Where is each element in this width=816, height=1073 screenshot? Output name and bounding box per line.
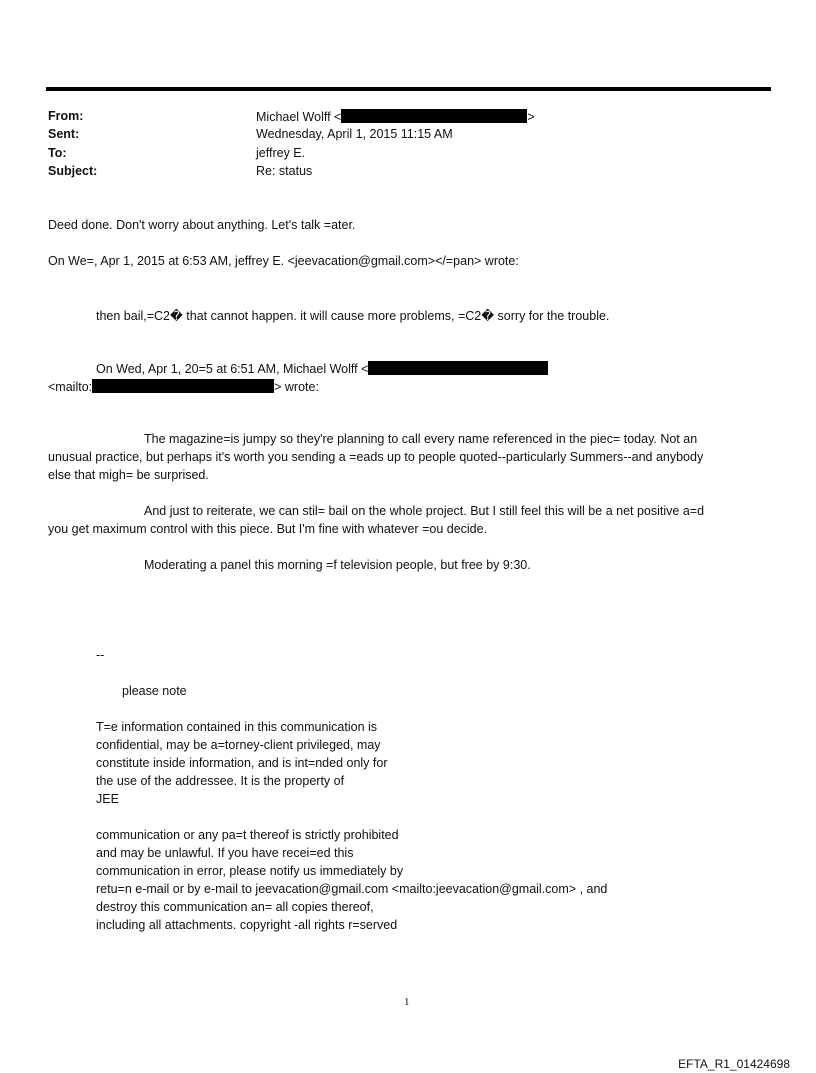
quote2-header-line1 bbox=[96, 361, 548, 376]
disclaimer-line: constitute inside information, and is int=nded only for bbox=[96, 756, 388, 770]
quote2-header-a: On Wed, Apr 1, 20=5 at 6:51 AM, Michael Wolff < bbox=[96, 362, 369, 376]
sent-label: Sent: bbox=[48, 127, 80, 141]
disclaimer-line: and may be unlawful. If you have recei=ed this bbox=[96, 846, 354, 860]
quote2-header-line2 bbox=[48, 379, 319, 394]
to-label: To: bbox=[48, 146, 67, 160]
paragraph-1-line-3: else that migh= be surprised. bbox=[48, 468, 209, 482]
document-id: EFTA_R1_01424698 bbox=[678, 1057, 790, 1071]
disclaimer-line: T=e information contained in this communication is bbox=[96, 720, 378, 734]
disclaimer-line: communication or any pa=t thereof is strictly prohibited bbox=[96, 828, 399, 842]
disclaimer-line: JEE bbox=[96, 792, 119, 806]
disclaimer-block-1 bbox=[96, 718, 388, 808]
wrote-suffix: > wrote: bbox=[274, 380, 319, 394]
header-rule bbox=[46, 87, 771, 91]
redaction-bar bbox=[341, 109, 527, 123]
disclaimer-line: retu=n e-mail or by e-mail to jeevacation@gmail.com <mailto:jeevacation@gmail.com> , and bbox=[96, 882, 608, 896]
reply-text: Deed done. Don't worry about anything. Let's talk =ater. bbox=[48, 218, 356, 232]
subject-label: Subject: bbox=[48, 164, 98, 178]
from-close: > bbox=[527, 110, 535, 124]
redaction-bar bbox=[368, 361, 548, 375]
paragraph-2-line-1: And just to reiterate, we can stil= bail on the whole project. But I still feel this will be a net positive a=d bbox=[144, 504, 705, 518]
signature-dashes: -- bbox=[96, 648, 105, 662]
disclaimer-line: confidential, may be a=torney-client privileged, may bbox=[96, 738, 381, 752]
from-value bbox=[256, 109, 535, 124]
disclaimer-line: communication in error, please notify us immediately by bbox=[96, 864, 404, 878]
to-value: jeffrey E. bbox=[256, 146, 306, 160]
disclaimer-line: including all attachments. copyright -all rights r=served bbox=[96, 918, 398, 932]
from-name: Michael Wolff < bbox=[256, 110, 342, 124]
quote1-header: On We=, Apr 1, 2015 at 6:53 AM, jeffrey E. <jeevacation@gmail.com></=pan> wrote: bbox=[48, 254, 519, 268]
mailto-prefix: <mailto: bbox=[48, 380, 93, 394]
page-number: 1 bbox=[404, 996, 410, 1008]
quote1-text: then bail,=C2� that cannot happen. it will cause more problems, =C2� sorry for the trouble. bbox=[96, 309, 610, 323]
paragraph-3: Moderating a panel this morning =f television people, but free by 9:30. bbox=[144, 558, 531, 572]
paragraph-1-line-1: The magazine=is jumpy so they're planning to call every name referenced in the piec= today. Not an bbox=[144, 432, 698, 446]
paragraph-2-line-2: you get maximum control with this piece. But I'm fine with whatever =ou decide. bbox=[48, 522, 488, 536]
please-note: please note bbox=[122, 684, 187, 698]
from-label: From: bbox=[48, 109, 84, 123]
disclaimer-line: the use of the addressee. It is the property of bbox=[96, 774, 345, 788]
redaction-bar bbox=[92, 379, 274, 393]
disclaimer-line: destroy this communication an= all copies thereof, bbox=[96, 900, 374, 914]
paragraph-1-line-2: unusual practice, but perhaps it's worth you sending a =eads up to people quoted--particularly Summers--and anybody bbox=[48, 450, 704, 464]
disclaimer-block-2 bbox=[96, 826, 607, 934]
sent-value: Wednesday, April 1, 2015 11:15 AM bbox=[256, 127, 453, 141]
subject-value: Re: status bbox=[256, 164, 313, 178]
